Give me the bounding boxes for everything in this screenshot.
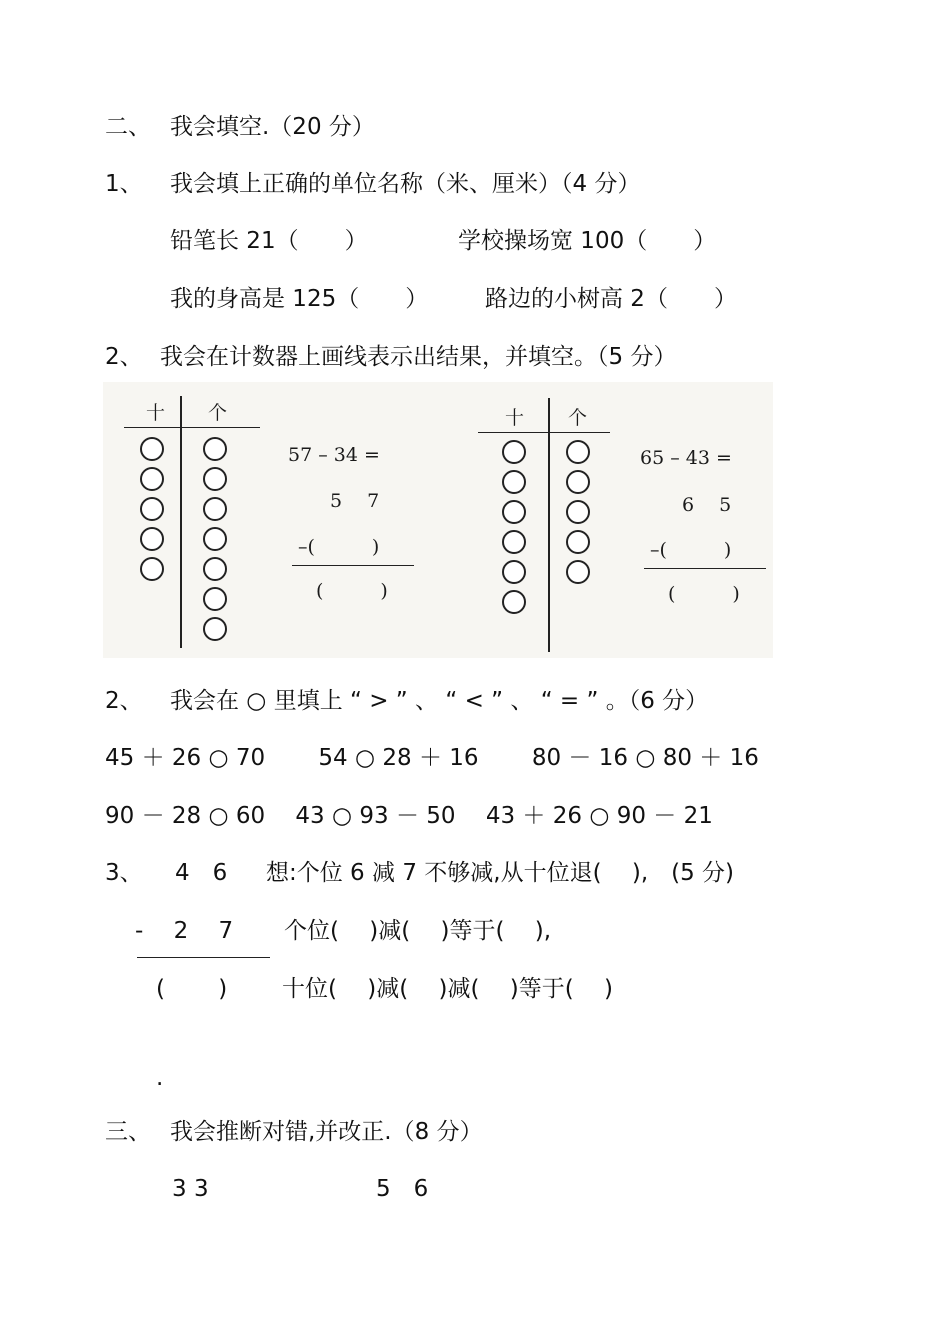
bead-icon [502, 500, 526, 524]
vertical-digits: 6 5 [682, 494, 732, 516]
bead-icon [566, 530, 590, 554]
equation: 57 – 34 = [288, 444, 380, 466]
bead-icon [140, 437, 164, 461]
bead-icon [140, 557, 164, 581]
bead-icon [203, 437, 227, 461]
fill-item: 路边的小树高 2（ ） [485, 286, 737, 312]
bead-icon [140, 467, 164, 491]
bead-icon [502, 440, 526, 464]
minus-row: –( ) [650, 539, 732, 561]
vertical-minus-digits: - 2 7 [135, 918, 234, 944]
section-heading: 我会推断对错,并改正.（8 分） [170, 1119, 483, 1145]
bead-icon [502, 560, 526, 584]
ones-beads [203, 437, 227, 647]
tens-beads [502, 440, 526, 620]
sum-line [644, 568, 766, 569]
section-number: 二、 [105, 114, 151, 140]
question-number: 2、 [105, 688, 143, 714]
question-number: 2、 [105, 344, 143, 370]
fill-item: 铅笔长 21（ ） [170, 228, 368, 254]
bead-icon [203, 617, 227, 641]
abacus-top-line [124, 427, 260, 428]
abacus-divider [180, 396, 182, 648]
abacus-top-line [478, 432, 610, 433]
bead-icon [203, 587, 227, 611]
bead-icon [140, 527, 164, 551]
vertical-top-digits: 4 6 [175, 860, 228, 886]
minus-row: –( ) [298, 536, 380, 558]
bead-icon [140, 497, 164, 521]
instruction-line: 个位( )减( )等于( ), [284, 918, 552, 944]
vertical-digits: 5 6 [376, 1176, 429, 1202]
bead-icon [203, 497, 227, 521]
instruction-line: 想:个位 6 减 7 不够减,从十位退( ), (5 分) [266, 860, 735, 886]
question-number: 1、 [105, 171, 143, 197]
fill-item: 学校操场宽 100（ ） [458, 228, 717, 254]
result-row: ( ) [668, 583, 740, 605]
bead-icon [203, 467, 227, 491]
comparison-row: 45 ＋ 26 ○ 70 54 ○ 28 ＋ 16 80 － 16 ○ 80 ＋ 16 [105, 745, 759, 771]
question-title: 我会在 ○ 里填上 “ > ” 、 “ < ” 、 “ = ” 。（6 分） [170, 688, 709, 714]
ones-label: 个 [208, 402, 228, 424]
bead-icon [566, 440, 590, 464]
question-title: 我会在计数器上画线表示出结果，并填空。（5 分） [160, 344, 677, 370]
bead-icon [502, 530, 526, 554]
result-row: ( ) [316, 580, 388, 602]
ones-label: 个 [568, 407, 588, 429]
abacus-divider [548, 398, 550, 652]
stray-dot: . [156, 1065, 164, 1091]
bead-icon [502, 470, 526, 494]
ones-beads [566, 440, 590, 590]
bead-icon [203, 527, 227, 551]
instruction-line: 十位( )减( )减( )等于( ) [282, 976, 614, 1002]
bead-icon [502, 590, 526, 614]
question-number: 3、 [105, 860, 143, 886]
bead-icon [566, 470, 590, 494]
question-title: 我会填上正确的单位名称（米、厘米）（4 分） [170, 171, 641, 197]
tens-label: 十 [146, 402, 166, 424]
equation: 65 – 43 = [640, 447, 732, 469]
fill-item: 我的身高是 125（ ） [170, 286, 429, 312]
comparison-row: 90 － 28 ○ 60 43 ○ 93 － 50 43 ＋ 26 ○ 90 － 21 [105, 803, 713, 829]
sum-line [137, 957, 270, 958]
sum-line [292, 565, 414, 566]
vertical-digits: 3 3 [172, 1176, 209, 1202]
bead-icon [203, 557, 227, 581]
vertical-digits: 5 7 [330, 490, 380, 512]
bead-icon [566, 560, 590, 584]
tens-beads [140, 437, 164, 587]
bead-icon [566, 500, 590, 524]
section-heading: 我会填空.（20 分） [170, 114, 375, 140]
result-blank: ( ) [156, 976, 228, 1002]
section-number: 三、 [105, 1119, 151, 1145]
tens-label: 十 [505, 407, 525, 429]
